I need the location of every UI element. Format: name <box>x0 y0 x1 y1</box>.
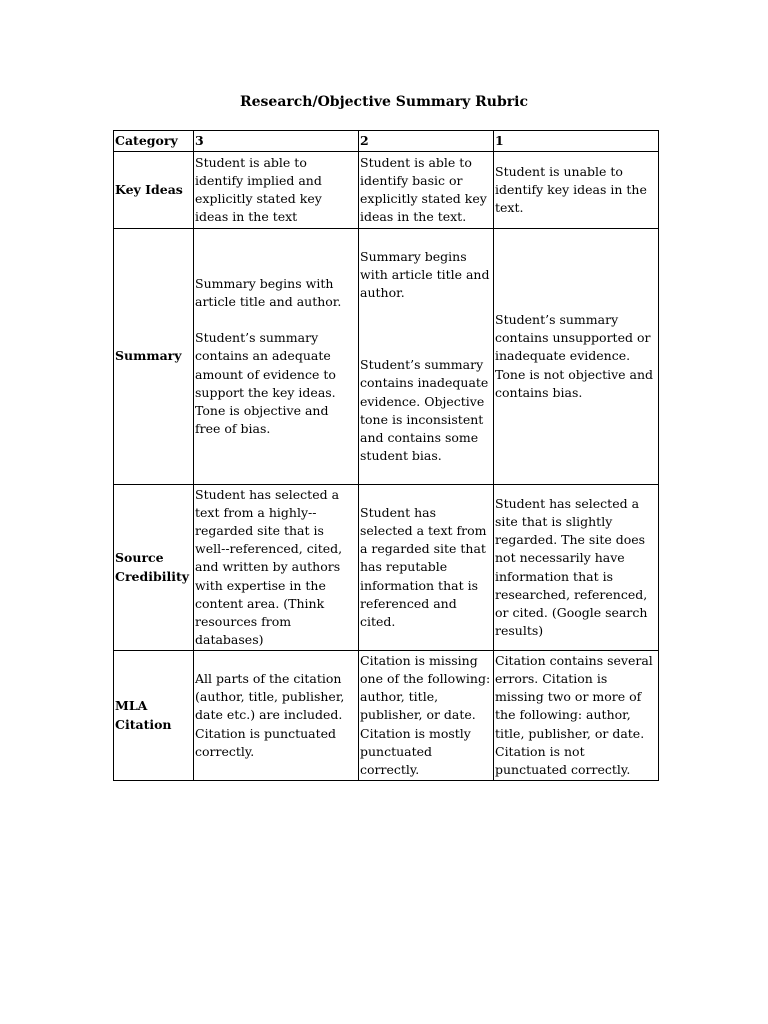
source-credibility-score-1 <box>494 485 659 651</box>
header-score-2: 2 <box>359 131 494 152</box>
cell-text: Citation is missing one of the following: author, title, publisher, or date. Citation is mostly punctuated correctly. <box>360 652 491 777</box>
cell-text: Student is able to identify basic or explicitly stated key ideas in the text. <box>360 154 487 225</box>
table-row <box>114 152 659 229</box>
cell-text: Student’s summary contains an adequate amount of evidence to support the key ideas. Tone is objective and free of bias. <box>195 330 336 437</box>
key-ideas-score-3 <box>194 152 359 229</box>
cell-text: Student’s summary contains unsupported or inadequate evidence. Tone is not objective and contains bias. <box>495 311 654 400</box>
cell-text: Student is able to identify implied and explicitly stated key ideas in the text <box>195 154 322 225</box>
category-summary: Summary <box>114 229 194 485</box>
category-source-credibility: Source Credibility <box>114 485 194 651</box>
summary-score-3 <box>194 229 359 485</box>
header-category: Category <box>114 131 194 152</box>
source-credibility-score-2 <box>359 485 494 651</box>
key-ideas-score-1 <box>494 152 659 229</box>
category-key-ideas: Key Ideas <box>114 152 194 229</box>
table-row <box>114 651 659 781</box>
mla-citation-score-2 <box>359 651 494 781</box>
cell-text: All parts of the citation (author, title, publisher, date etc.) are included. Citation is punctuated correctly. <box>195 670 345 759</box>
cell-text: Citation contains several errors. Citation is missing two or more of the following: author, title, publisher, or date. Citation is not punctuated correctly. <box>495 652 653 777</box>
category-mla-citation: MLA Citation <box>114 651 194 781</box>
header-score-1: 1 <box>494 131 659 152</box>
summary-score-2 <box>359 229 494 485</box>
table-row <box>114 485 659 651</box>
page-title: Research/Objective Summary Rubric <box>240 94 528 110</box>
summary-score-1 <box>494 229 659 485</box>
cell-text: Student has selected a site that is slightly regarded. The site does not necessarily have information that is researched, referenced, or cited. (Google search results) <box>495 495 648 639</box>
cell-text: Student’s summary contains inadequate evidence. Objective tone is inconsistent and contains some student bias. <box>360 357 489 464</box>
header-score-3: 3 <box>194 131 359 152</box>
table-row <box>114 229 659 485</box>
cell-text: Student has selected a text from a regarded site that has reputable information that is referenced and cited. <box>360 504 487 629</box>
header-row <box>114 131 659 152</box>
rubric-table <box>113 130 659 781</box>
mla-citation-score-1 <box>494 651 659 781</box>
cell-text: Summary begins with article title and author. <box>195 275 342 309</box>
source-credibility-score-3 <box>194 485 359 651</box>
cell-text: Student has selected a text from a highly-- regarded site that is well--referenced, cited, and written by authors with expertise in the content area. (Think resources from databases) <box>195 486 343 648</box>
paragraph-spacer <box>195 311 357 329</box>
mla-citation-score-3 <box>194 651 359 781</box>
paragraph-spacer <box>360 302 492 356</box>
cell-text: Student is unable to identify key ideas in the text. <box>495 163 647 216</box>
key-ideas-score-2 <box>359 152 494 229</box>
cell-text: Summary begins with article title and author. <box>360 248 490 300</box>
